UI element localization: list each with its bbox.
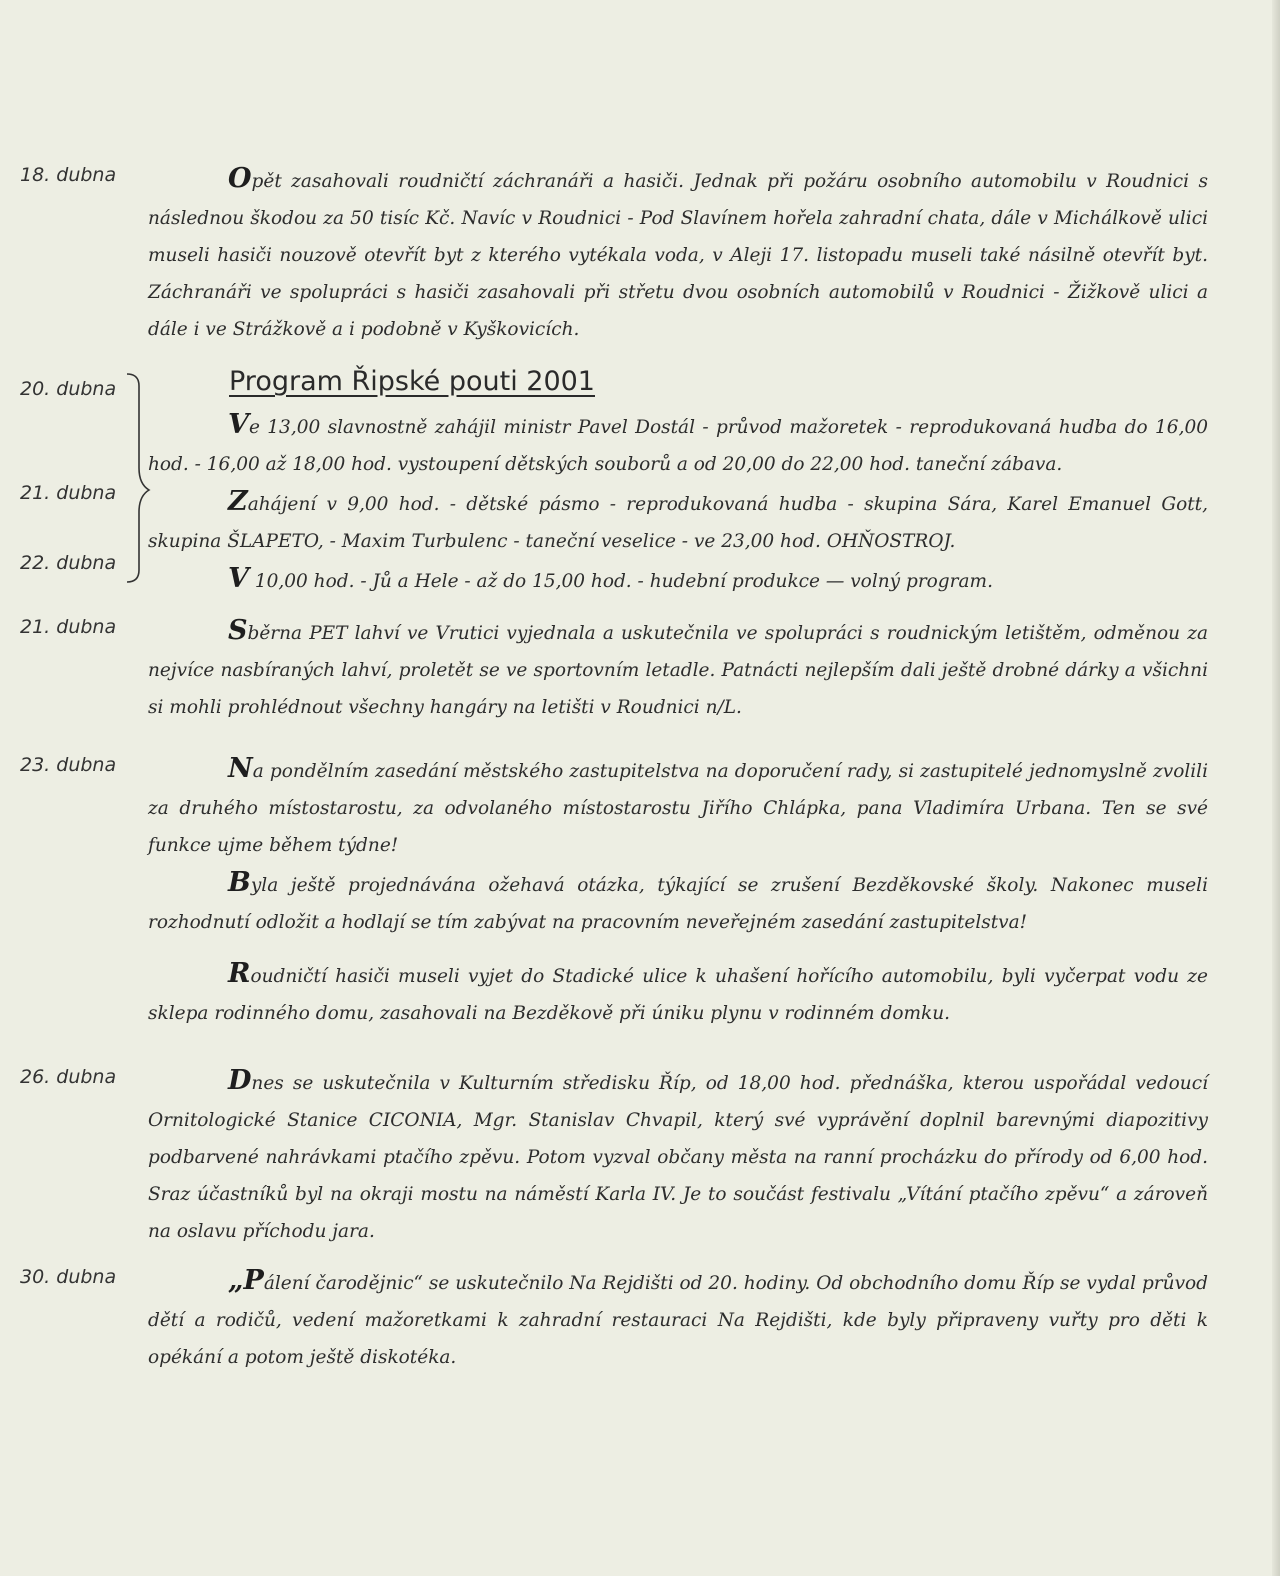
entry-30-april (148, 1262, 1208, 1376)
drop-initial: D (228, 1065, 252, 1096)
paragraph-text: álení čarodějnic“ se uskutečnilo Na Rejdišti od 20. hodiny. Od obchodního domu Říp se vydal průvod dětí a rodičů, vedení mažoretkami k zahradní restauraci Na Rejdišti, kde byly připraveny vuřty pro děti k opékání a potom ještě diskotéka. (148, 1273, 1208, 1368)
paragraph (148, 864, 1208, 941)
date-label-26-april: 26. dubna (20, 1066, 117, 1088)
paragraph-text: pět zasahovali roudničtí záchranáři a hasiči. Jednak při požáru osobního automobilu v Roudnici s následnou škodou za 50 tisíc Kč. Navíc v Roudnici - Pod Slavínem hořela zahradní chata, dále v Michálkově ulici museli hasiči nouzově otevřít byt z kterého vytékala voda, v Aleji 17. listopadu museli také násilně otevřít byt. Záchranáři ve spolupráci s hasiči zasahovali při střetu dvou osobních automobilů v Roudnici - Žižkově ulici a dále i ve Strážkově a i podobně v Kyškovicích. (148, 171, 1208, 340)
date-label-20-april: 20. dubna (20, 378, 117, 400)
paragraph (148, 750, 1208, 864)
date-label-30-april: 30. dubna (20, 1266, 117, 1288)
drop-initial: Z (228, 486, 248, 517)
entry-26-april (148, 1062, 1208, 1250)
paragraph (148, 160, 1208, 348)
date-label-22-april: 22. dubna (20, 552, 117, 574)
drop-initial: O (228, 163, 252, 194)
paragraph (148, 406, 1208, 483)
drop-initial: „P (228, 1265, 264, 1296)
paragraph-text: 10,00 hod. - Jů a Hele - až do 15,00 hod. - hudební produkce — volný program. (248, 571, 993, 592)
program-heading: Program Řipské pouti 2001 (229, 366, 595, 397)
paragraph-text: běrna PET lahví ve Vrutici vyjednala a uskutečnila ve spolupráci s roudnickým letištěm, odměnou za nejvíce nasbíraných lahví, proletět se ve sportovním letadle. Patnácti nejlepším dali ještě drobné dárky a všichni si mohli prohlédnout všechny hangáry na letišti v Roudnici n/L. (148, 623, 1208, 718)
paragraph-text: oudničtí hasiči museli vyjet do Stadické ulice k uhašení hořícího automobilu, byli vyčerpat vodu ze sklepa rodinného domu, zasahovali na Bezděkově při úniku plynu v rodinném domku. (148, 966, 1208, 1024)
drop-initial: B (228, 867, 251, 898)
paragraph (148, 1062, 1208, 1250)
drop-initial: V (228, 563, 249, 594)
entry-18-april (148, 160, 1208, 348)
paragraph (148, 560, 1208, 600)
entry-program (148, 406, 1208, 600)
date-label-21-april: 21. dubna (20, 482, 117, 504)
paragraph-text: e 13,00 slavnostně zahájil ministr Pavel Dostál - průvod mažoretek - reprodukovaná hudba do 16,00 hod. - 16,00 až 18,00 hod. vystoupení dětských souborů a od 20,00 do 22,00 hod. taneční zábava. (148, 417, 1208, 475)
drop-initial: N (228, 753, 253, 784)
drop-initial: S (228, 615, 248, 646)
paragraph-text: yla ještě projednávána ožehavá otázka, týkající se zrušení Bezděkovské školy. Nakonec museli rozhodnutí odložit a hodlají se tím zabývat na pracovním neveřejném zasedání zastupitelstva! (148, 875, 1208, 933)
date-label-21-april-b: 21. dubna (20, 616, 117, 638)
paragraph-text: a pondělním zasedání městského zastupitelstva na doporučení rady, si zastupitelé jednomyslně zvolili za druhého místostarostu, za odvolaného místostarostu Jiřího Chlápka, pana Vladimíra Urbana. Ten se své funkce ujme během týdne! (148, 761, 1208, 856)
drop-initial: R (228, 958, 251, 989)
entry-23-april (148, 750, 1208, 941)
paragraph-text: ahájení v 9,00 hod. - dětské pásmo - reprodukovaná hudba - skupina Sára, Karel Emanuel Gott, skupina ŠLAPETO, - Maxim Turbulenc - taneční veselice - ve 23,00 hod. OHŇOSTROJ. (148, 494, 1208, 552)
paragraph (148, 955, 1208, 1032)
paragraph-text: nes se uskutečnila v Kulturním středisku Říp, od 18,00 hod. přednáška, kterou uspořádal vedoucí Ornitologické Stanice CICONIA, Mgr. Stanislav Chvapil, který své vyprávění doplnil barevnými diapozitivy podbarvené nahrávkami ptačího zpěvu. Potom vyzval občany města na ranní procházku do přírody od 6,00 hod. Sraz účastníků byl na okraji mostu na náměstí Karla IV. Je to součást festivalu „Vítání ptačího zpěvu“ a zároveň na oslavu příchodu jara. (148, 1073, 1208, 1242)
entry-21-april (148, 612, 1208, 726)
date-label-18-april: 18. dubna (20, 164, 117, 186)
page-edge-shadow (1272, 0, 1280, 1576)
entry-firefighters (148, 955, 1208, 1032)
paragraph (148, 483, 1208, 560)
date-label-23-april: 23. dubna (20, 754, 117, 776)
paragraph (148, 612, 1208, 726)
drop-initial: V (228, 409, 249, 440)
paragraph (148, 1262, 1208, 1376)
